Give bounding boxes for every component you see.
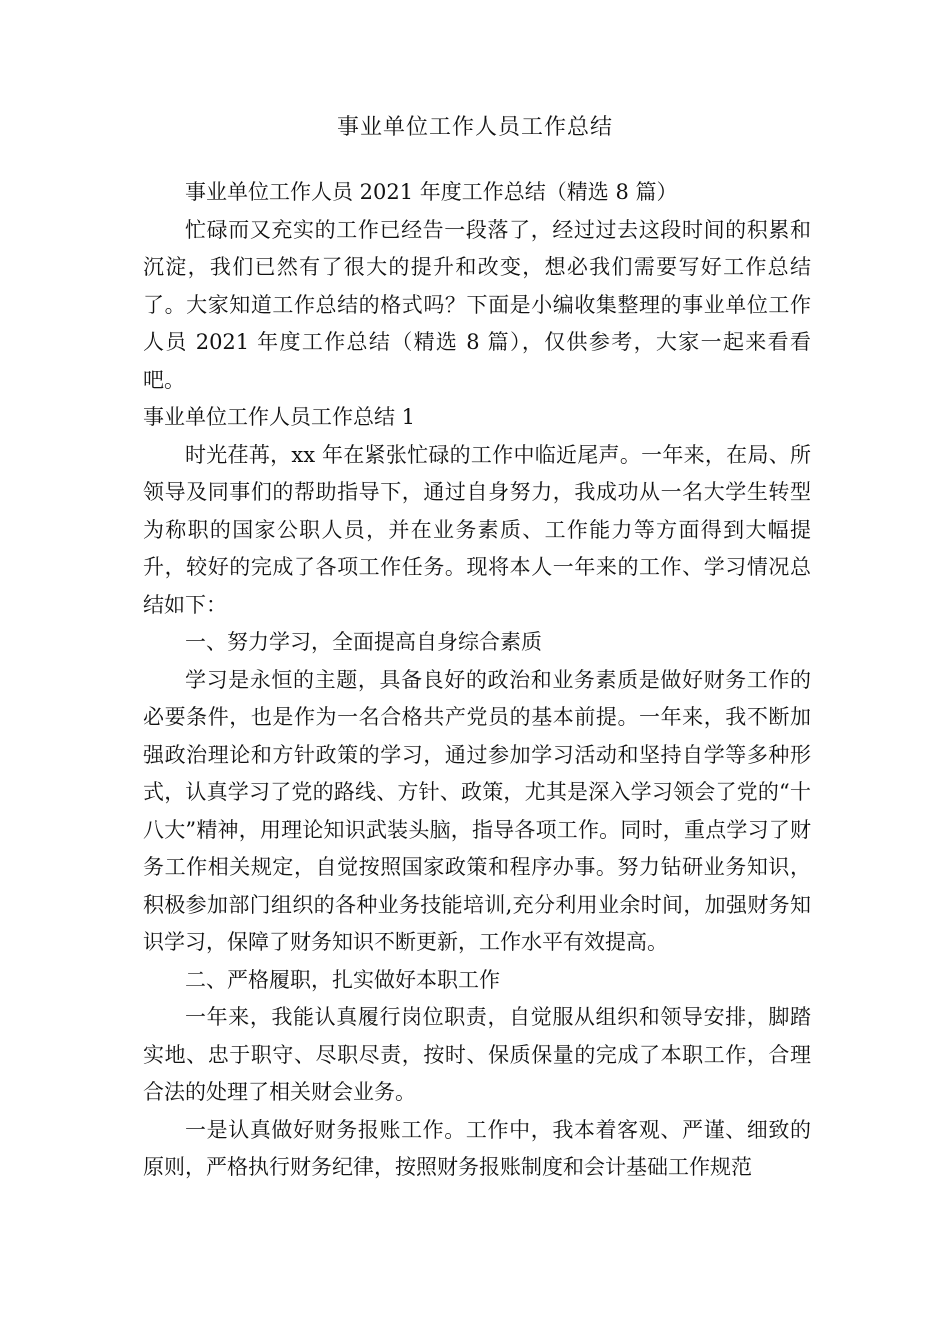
document-title: 事业单位工作人员工作总结 (336, 115, 613, 140)
subsection-heading: 一、努力学习，全面提高自身综合素质 (185, 630, 542, 654)
document-body (143, 174, 811, 1187)
paragraph: 一是认真做好财务报账工作。工作中，我本着客观、严谨、细致的原则，严格执行财务纪律，按照财务报账制度和会计基础工作规范 (143, 1117, 811, 1179)
paragraph-intro: 忙碌而又充实的工作已经告一段落了，经过过去这段时间的积累和沉淀，我们已然有了很大的提升和改变，想必我们需要写好工作总结了。大家知道工作总结的格式吗？下面是小编收集整理的事业单位工作人员 2021 年度工作总结（精选 8 篇），仅供参考，大家一起来看看吧。 (143, 217, 811, 392)
section-heading: 事业单位工作人员工作总结 1 (143, 405, 416, 429)
paragraph: 时光荏苒，xx 年在紧张忙碌的工作中临近尾声。一年来，在局、所领导及同事们的帮助指导下，通过自身努力，我成功从一名大学生转型为称职的国家公职人员，并在业务素质、工作能力等方面得到大幅提升，较好的完成了各项工作任务。现将本人一年来的工作、学习情况总结如下： (143, 442, 811, 617)
paragraph-subtitle: 事业单位工作人员 2021 年度工作总结（精选 8 篇） (185, 180, 678, 204)
paragraph: 学习是永恒的主题，具备良好的政治和业务素质是做好财务工作的必要条件，也是作为一名合格共产党员的基本前提。一年来，我不断加强政治理论和方针政策的学习，通过参加学习活动和坚持自学等多种形式，认真学习了党的路线、方针、政策，尤其是深入学习领会了党的“十八大”精神，用理论知识武装头脑，指导各项工作。同时，重点学习了财务工作相关规定，自觉按照国家政策和程序办事。努力钻研业务知识，积极参加部门组织的各种业务技能培训,充分利用业余时间，加强财务知识学习，保障了财务知识不断更新，工作水平有效提高。 (143, 667, 811, 954)
paragraph: 一年来，我能认真履行岗位职责，自觉服从组织和领导安排，脚踏实地、忠于职守、尽职尽责，按时、保质保量的完成了本职工作，合理合法的处理了相关财会业务。 (143, 1005, 811, 1104)
subsection-heading: 二、严格履职，扎实做好本职工作 (185, 967, 500, 992)
